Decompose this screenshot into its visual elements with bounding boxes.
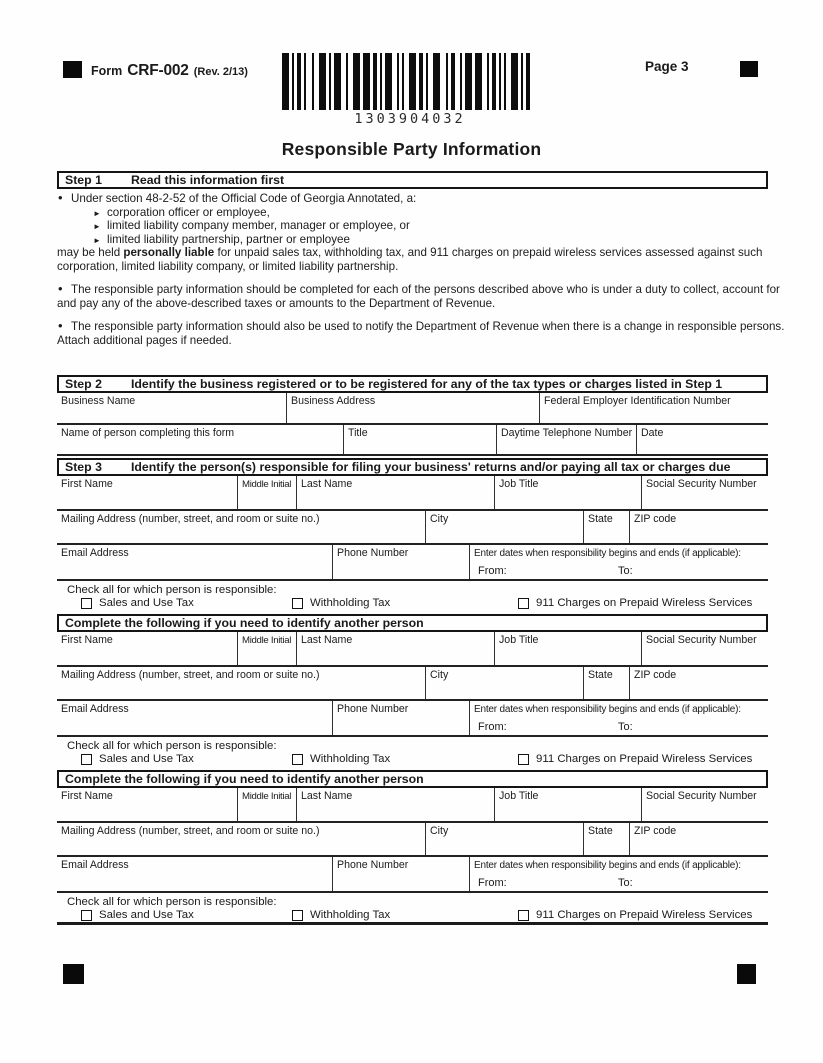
step2-label: Step 2: [65, 377, 102, 391]
step3-header: [57, 458, 768, 476]
checkbox-icon[interactable]: [292, 754, 303, 765]
person2-sales-tax-checkbox[interactable]: Sales and Use Tax: [81, 753, 194, 765]
step2-heading: Identify the business registered or to be registered for any of the tax types or charges listed in Step 1: [131, 377, 723, 391]
form-label: Form: [91, 64, 123, 78]
person3-from-field[interactable]: From:: [478, 877, 507, 889]
business-address-field[interactable]: [287, 393, 540, 423]
step3-label: Step 3: [65, 460, 102, 474]
person3-middle-initial-field[interactable]: Middle Initial: [238, 788, 297, 821]
person3-job-title-field[interactable]: Job Title: [495, 788, 642, 821]
person1-contact-row: [57, 545, 768, 581]
checkbox-icon[interactable]: [81, 910, 92, 921]
person3-address-row: [57, 823, 768, 857]
person3-zip-field[interactable]: ZIP code: [634, 825, 677, 837]
business-name-field[interactable]: [57, 393, 287, 423]
barcode: [282, 53, 538, 127]
step1-heading: Read this information first: [131, 173, 285, 187]
person3-name-row: [57, 788, 768, 823]
person3-email-field[interactable]: Email Address: [57, 857, 333, 891]
step1-bullet2-line1: • The responsible party information should be completed for each of the persons described above who is under a duty to collect, account for: [57, 283, 768, 297]
person1-phone-field[interactable]: Phone Number: [333, 545, 470, 579]
registration-mark-top-left: [63, 61, 82, 78]
registration-mark-bottom-right: [737, 964, 756, 984]
person3-city-field[interactable]: City: [426, 823, 584, 855]
person2-phone-field[interactable]: Phone Number: [333, 701, 470, 735]
person1-from-field[interactable]: From:: [478, 565, 507, 577]
person3-dates-field[interactable]: Enter dates when responsibility begins and ends (if applicable): From: To:: [474, 860, 741, 889]
step1-bullet3-line2: Attach additional pages if needed.: [57, 333, 232, 347]
checkbox-icon[interactable]: [518, 754, 529, 765]
person2-mailing-address-field[interactable]: Mailing Address (number, street, and room or suite no.): [57, 667, 426, 699]
barcode-bars: [282, 53, 538, 110]
business-name-label: Business Name: [61, 395, 136, 407]
person3-contact-row: [57, 857, 768, 893]
completer-name-label: Name of person completing this form: [61, 427, 235, 439]
person3-sales-tax-checkbox[interactable]: Sales and Use Tax: [81, 909, 194, 921]
checkbox-icon[interactable]: [518, 910, 529, 921]
person2-address-row: [57, 667, 768, 701]
checkbox-icon[interactable]: [518, 598, 529, 609]
another-person-header-2: Complete the following if you need to identify another person: [57, 770, 768, 788]
person2-dates-field[interactable]: Enter dates when responsibility begins and ends (if applicable): From: To:: [474, 704, 741, 733]
step1-liable-line2: corporation, limited liability company, or limited liability partnership.: [57, 259, 399, 273]
person2-middle-initial-field[interactable]: Middle Initial: [238, 632, 297, 665]
step1-instructions: [57, 192, 785, 347]
person3-state-field[interactable]: State: [584, 823, 630, 855]
person2-first-name-field[interactable]: First Name: [57, 632, 238, 665]
page-title: Responsible Party Information: [281, 139, 542, 159]
form-id: [91, 62, 248, 80]
person2-911-charges-checkbox[interactable]: 911 Charges on Prepaid Wireless Services: [518, 753, 752, 765]
step1-header: [57, 171, 768, 189]
step1-bullet2-line2: and pay any of the above-described taxes or amounts to the Department of Revenue.: [57, 296, 496, 310]
step1-label: Step 1: [65, 173, 102, 187]
person1-last-name-field[interactable]: Last Name: [297, 476, 495, 509]
registration-mark-top-right: [740, 61, 758, 77]
step2-row-1: [57, 393, 768, 425]
person3-mailing-address-field[interactable]: Mailing Address (number, street, and room or suite no.): [57, 823, 426, 855]
person2-last-name-field[interactable]: Last Name: [297, 632, 495, 665]
personally-liable-bold: personally liable: [123, 246, 215, 259]
person2-name-row: [57, 632, 768, 667]
person2-zip-field[interactable]: ZIP code: [634, 669, 677, 681]
person3-phone-field[interactable]: Phone Number: [333, 857, 470, 891]
person1-zip-field[interactable]: ZIP code: [634, 513, 677, 525]
form-revision: (Rev. 2/13): [193, 66, 248, 78]
person2-contact-row: [57, 701, 768, 737]
step1-list-item-1: ► corporation officer or employee,: [57, 206, 768, 220]
person1-to-field[interactable]: To:: [618, 565, 633, 577]
person2-responsibility-section: Check all for which person is responsible: Sales and Use Tax Withholding Tax 911 Charges on Prepaid Wireless Services: [67, 740, 753, 765]
step3-heading: Identify the person(s) responsible for filing your business' returns and/or paying all tax or charges due: [131, 460, 731, 474]
registration-mark-bottom-left: [63, 964, 84, 984]
completer-title-label: Title: [348, 427, 368, 439]
daytime-phone-field[interactable]: [497, 425, 637, 454]
fein-field[interactable]: [540, 393, 767, 423]
person2-withholding-tax-checkbox[interactable]: Withholding Tax: [292, 753, 390, 765]
person3-first-name-field[interactable]: First Name: [57, 788, 238, 821]
business-address-label: Business Address: [291, 395, 376, 407]
checkbox-icon[interactable]: [81, 598, 92, 609]
person1-sales-tax-checkbox[interactable]: Sales and Use Tax: [81, 597, 194, 609]
daytime-phone-label: Daytime Telephone Number: [501, 427, 633, 439]
completer-title-field[interactable]: [344, 425, 497, 454]
page-number: Page 3: [645, 59, 689, 74]
person2-email-field[interactable]: Email Address: [57, 701, 333, 735]
person1-middle-initial-field[interactable]: Middle Initial: [238, 476, 297, 509]
person1-state-field[interactable]: State: [584, 511, 630, 543]
person1-mailing-address-field[interactable]: Mailing Address (number, street, and room or suite no.): [57, 511, 426, 543]
person1-dates-field[interactable]: Enter dates when responsibility begins and ends (if applicable): From: To:: [474, 548, 741, 577]
person1-withholding-tax-checkbox[interactable]: Withholding Tax: [292, 597, 390, 609]
fein-label: Federal Employer Identification Number: [544, 395, 731, 407]
step2-header: [57, 375, 768, 393]
person1-ssn-field[interactable]: Social Security Number: [646, 478, 757, 490]
person1-email-field[interactable]: Email Address: [57, 545, 333, 579]
form-number: CRF-002: [127, 62, 189, 79]
person1-address-row: [57, 511, 768, 545]
person2-ssn-field[interactable]: Social Security Number: [646, 634, 757, 646]
person3-withholding-tax-checkbox[interactable]: Withholding Tax: [292, 909, 390, 921]
date-label: Date: [641, 427, 664, 439]
person3-ssn-field[interactable]: Social Security Number: [646, 790, 757, 802]
person1-first-name-field[interactable]: First Name: [57, 476, 238, 509]
person1-responsibility-section: Check all for which person is responsible: Sales and Use Tax Withholding Tax 911 Charges on Prepaid Wireless Services: [67, 584, 753, 609]
step2-row-2: [57, 425, 768, 456]
form-body: [57, 171, 785, 925]
person2-job-title-field[interactable]: Job Title: [495, 632, 642, 665]
person2-to-field[interactable]: To:: [618, 721, 633, 733]
checkbox-icon[interactable]: [292, 598, 303, 609]
person2-from-field[interactable]: From:: [478, 721, 507, 733]
step1-intro-bullet: • Under section 48-2-52 of the Official Code of Georgia Annotated, a:: [57, 192, 768, 206]
person1-job-title-field[interactable]: Job Title: [495, 476, 642, 509]
completer-name-field[interactable]: [57, 425, 344, 454]
person2-city-field[interactable]: City: [426, 667, 584, 699]
step1-bullet3-line1: • The responsible party information should also be used to notify the Department of Revenue when there is a change in responsible persons.: [57, 320, 768, 334]
barcode-number: 1303904032: [354, 111, 466, 127]
date-field[interactable]: [637, 425, 767, 454]
person3-last-name-field[interactable]: Last Name: [297, 788, 495, 821]
person3-to-field[interactable]: To:: [618, 877, 633, 889]
person1-city-field[interactable]: City: [426, 511, 584, 543]
another-person-header-1: Complete the following if you need to identify another person: [57, 614, 768, 632]
checkbox-icon[interactable]: [81, 754, 92, 765]
person3-responsibility-section: Check all for which person is responsible: Sales and Use Tax Withholding Tax 911 Charges on Prepaid Wireless Services: [57, 893, 768, 925]
step1-liable-line1: may be held personally liable for unpaid sales tax, withholding tax, and 911 charges on prepaid wireless services assessed against such: [57, 246, 763, 259]
person1-911-charges-checkbox[interactable]: 911 Charges on Prepaid Wireless Services: [518, 597, 752, 609]
person3-911-charges-checkbox[interactable]: 911 Charges on Prepaid Wireless Services: [518, 909, 752, 921]
checkbox-icon[interactable]: [292, 910, 303, 921]
person2-state-field[interactable]: State: [584, 667, 630, 699]
step1-list-item-3: ► limited liability partnership, partner or employee: [57, 233, 768, 247]
person1-name-row: [57, 476, 768, 511]
step1-list-item-2: ► limited liability company member, manager or employee, or: [57, 219, 768, 233]
